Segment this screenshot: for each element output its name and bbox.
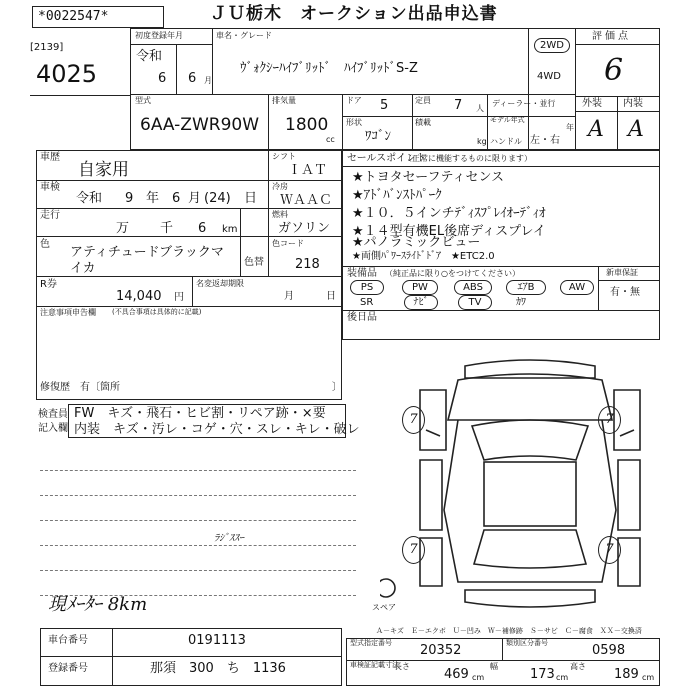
handle-label: ハンドル	[490, 137, 522, 146]
fuel-value: ガソリン	[278, 221, 331, 236]
sales-item: ★パノラミックビュー	[352, 235, 481, 250]
vehicle-name-label: 車名・グレード	[216, 31, 272, 40]
length-label: 長さ	[394, 662, 410, 671]
shape-value: ﾜｺﾞﾝ	[365, 129, 391, 144]
divider	[575, 111, 660, 112]
divider	[342, 94, 343, 150]
sales-item: ★両側ﾊﾟﾜｰｽﾗｲﾄﾞﾄﾞｱ ★ETC2.0	[352, 251, 495, 262]
inspection-label: 車検	[40, 182, 60, 193]
divider	[502, 638, 503, 660]
exterior-grade: A	[588, 117, 604, 142]
height-value: 189	[614, 667, 639, 682]
divider	[598, 266, 599, 310]
note-line	[40, 520, 356, 521]
divider	[192, 276, 193, 306]
class-number-label: 類別区分番号	[506, 639, 548, 647]
tire-front-right-mark: 7	[598, 406, 621, 434]
note-line	[40, 545, 356, 546]
mileage-unit: km	[222, 224, 238, 235]
displacement-value: 1800	[285, 115, 329, 135]
color-line2: イカ	[70, 261, 96, 276]
inspection-month: 6	[172, 191, 181, 206]
diagram-handwriting: ﾗｼﾞｽｽｰ	[214, 533, 244, 544]
tire-rear-right-mark: 7	[598, 536, 621, 564]
repaint-label: 色替	[244, 257, 264, 268]
inspection-day-unit: 日	[244, 191, 258, 206]
registration-month-unit: 月	[204, 76, 212, 85]
divider	[342, 310, 660, 311]
expiry-month: 月	[284, 291, 294, 302]
divider	[412, 94, 413, 150]
inspection-month-unit: 月	[188, 191, 202, 206]
divider	[617, 96, 618, 150]
inspector-row-1: FW キズ・飛石・ヒビ割・リペア跡・×要	[74, 406, 326, 421]
capacity-label: 定員	[415, 96, 431, 105]
mileage-man: 万	[116, 221, 130, 236]
capacity-unit: 人	[476, 104, 484, 113]
car-damage-diagram	[380, 350, 680, 620]
recycle-value: 14,040	[116, 289, 162, 304]
damage-legend: Ａ－キズ Ｅ－エクボ Ｕ－凹み Ｗ－補修跡 Ｓ－サビ Ｃ－腐食 ＸＸ－交換済	[376, 627, 642, 635]
divider	[36, 306, 342, 307]
vehicle-name: ｳﾞｫｸｼｰﾊｲﾌﾞﾘｯﾄﾞ ﾊｲﾌﾞﾘｯﾄﾞS-Z	[240, 61, 418, 76]
divider	[30, 95, 130, 96]
equip-tv: TV	[458, 295, 492, 310]
type-number: 20352	[420, 643, 462, 658]
spare-label: スペア	[372, 603, 396, 612]
registration-era: 令和	[136, 49, 163, 64]
width-unit: cm	[556, 673, 569, 682]
equip-navi: ﾅﾋﾞ	[404, 295, 438, 310]
divider	[36, 180, 342, 181]
capacity-value: 7	[454, 98, 463, 113]
length-unit: cm	[472, 673, 485, 682]
drive-4wd: 4WD	[537, 71, 561, 82]
equip-sr: SR	[360, 297, 374, 308]
divider	[130, 94, 575, 95]
divider	[240, 208, 241, 236]
chassis-label: 車台番号	[48, 635, 88, 646]
mileage-sen: 千	[160, 221, 174, 236]
model-year-unit: 年	[566, 123, 574, 132]
sales-note: （正常に機能するものに限ります）	[404, 154, 532, 163]
form-title: ＪＵ栃木 オークション出品申込書	[210, 4, 498, 24]
exterior-label: 外装	[582, 98, 602, 109]
registration-number-label: 登録番号	[48, 663, 88, 674]
height-label: 高さ	[570, 662, 586, 671]
load-label: 積載	[415, 118, 431, 127]
equip-leather: ｶﾜ	[516, 297, 526, 308]
length-value: 469	[444, 667, 469, 682]
equipment-label: 装備品	[347, 268, 377, 279]
equip-aw: AW	[560, 280, 594, 295]
sales-item: ★トヨタセーフティセンス	[352, 170, 505, 185]
recycle-unit: 円	[174, 292, 184, 303]
model-label: 型式	[135, 96, 151, 105]
divider	[36, 276, 342, 277]
interior-grade: A	[628, 117, 644, 142]
lot-code: [2139]	[30, 42, 64, 53]
repair-history: 修復歴 有〔箇所	[40, 382, 120, 393]
rear-label: 後日品	[347, 312, 377, 323]
score-value: 6	[604, 53, 624, 88]
shift-label: シフト	[272, 152, 296, 161]
notes-label: 注意事項申告欄	[40, 308, 96, 317]
doors-value: 5	[380, 98, 389, 113]
registration-year: 6	[158, 71, 167, 86]
usage-value: 自家用	[78, 160, 129, 180]
divider	[575, 28, 576, 150]
divider	[240, 236, 241, 276]
width-label: 幅	[490, 662, 498, 671]
cert-size-label: 車検証記載寸法	[350, 661, 399, 669]
ac-label: 冷房	[272, 182, 288, 191]
inspector-label-1: 検査員	[38, 409, 68, 420]
chassis-number: 0191113	[188, 633, 246, 648]
equip-pw: PW	[402, 280, 438, 295]
class-number: 0598	[592, 643, 626, 658]
equip-airbag: ｴｱB	[506, 280, 546, 295]
recycle-label: R券	[40, 279, 57, 290]
divider	[36, 236, 342, 237]
type-number-label: 型式指定番号	[350, 639, 392, 647]
doors-label: ドア	[346, 96, 362, 105]
expiry-day: 日	[326, 291, 336, 302]
fuel-label: 燃料	[272, 210, 288, 219]
dealer-label: ディーラー・並行	[492, 99, 556, 108]
shift-value: ＩＡＴ	[288, 163, 328, 178]
model-year-label: モデル年式	[490, 116, 525, 124]
inspection-year: 9	[125, 191, 134, 206]
divider	[342, 166, 660, 167]
interior-label: 内装	[623, 98, 643, 109]
divider	[40, 656, 342, 657]
divider	[575, 44, 660, 45]
color-line1: アティチュードブラックマ	[70, 245, 224, 260]
sales-label: セールスポイント	[347, 153, 427, 164]
inspection-day: (24)	[204, 191, 231, 206]
mileage-label: 走行	[40, 210, 60, 221]
mileage-value: 6	[198, 221, 207, 236]
sales-item: ★１０．５インチﾃﾞｨｽﾌﾟﾚｲｵｰﾃﾞｨｵ	[352, 206, 546, 221]
registration-number: 那須 300 ち 1136	[150, 661, 286, 676]
registration-month: 6	[188, 71, 197, 86]
note-line	[40, 570, 356, 571]
inspection-year-unit: 年	[146, 191, 160, 206]
equipment-note: （純正品に限り○をつけてください）	[385, 269, 520, 278]
width-value: 173	[530, 667, 555, 682]
divider	[342, 266, 660, 267]
drive-2wd: 2WD	[534, 38, 570, 53]
notes-sub: (不具合事項は具体的に記載)	[112, 308, 202, 316]
ac-value: ＷＡＡＣ	[280, 193, 333, 208]
divider	[342, 116, 575, 117]
note-line	[40, 470, 356, 471]
inspector-row-2: 内装 キズ・汚レ・コゲ・穴・スレ・キレ・破レ	[74, 422, 360, 437]
divider	[528, 28, 529, 150]
inspection-era: 令和	[76, 191, 103, 206]
divider	[487, 94, 488, 150]
displacement-label: 排気量	[272, 96, 296, 105]
serial-number: *0022547*	[38, 9, 109, 24]
height-unit: cm	[642, 673, 655, 682]
shape-label: 形状	[346, 118, 362, 127]
usage-label: 車歴	[40, 152, 60, 163]
odometer-note: 現ﾒｰﾀｰ 8km	[48, 594, 148, 615]
displacement-unit: cc	[326, 135, 335, 144]
divider	[598, 280, 660, 281]
divider	[176, 44, 177, 94]
expiry-label: 名変返却期限	[196, 279, 244, 288]
load-unit: kg	[477, 137, 487, 146]
model-value: 6AA-ZWR90W	[140, 115, 260, 135]
divider	[112, 628, 113, 686]
newcar-warranty-label: 新車保証	[606, 268, 638, 277]
note-line	[40, 495, 356, 496]
equip-abs: ABS	[454, 280, 492, 295]
color-code-value: 218	[295, 257, 320, 272]
divider	[212, 28, 213, 94]
inspector-label-2: 記入欄	[38, 423, 68, 434]
color-code-label: 色コード	[272, 239, 304, 248]
repair-history-end: 〕	[332, 382, 342, 393]
divider	[36, 208, 342, 209]
lot-number: 4025	[36, 60, 98, 88]
sales-item: ★ｱﾄﾞﾊﾞﾝｽﾄﾊﾟｰｸ	[352, 188, 442, 203]
divider	[130, 44, 212, 45]
sales-item: ★１４型有機EL後席ディスプレイ	[352, 224, 546, 239]
equip-ps: PS	[350, 280, 384, 295]
registration-label: 初度登録年月	[135, 31, 183, 40]
handle-value: 左・右	[530, 135, 560, 146]
divider	[268, 94, 269, 150]
divider	[268, 150, 269, 276]
tire-front-left-mark: 7	[402, 406, 425, 434]
color-label: 色	[40, 239, 50, 250]
tire-rear-left-mark: 7	[402, 536, 425, 564]
newcar-warranty-value: 有・無	[610, 287, 640, 298]
score-label: 評価点	[592, 31, 631, 42]
